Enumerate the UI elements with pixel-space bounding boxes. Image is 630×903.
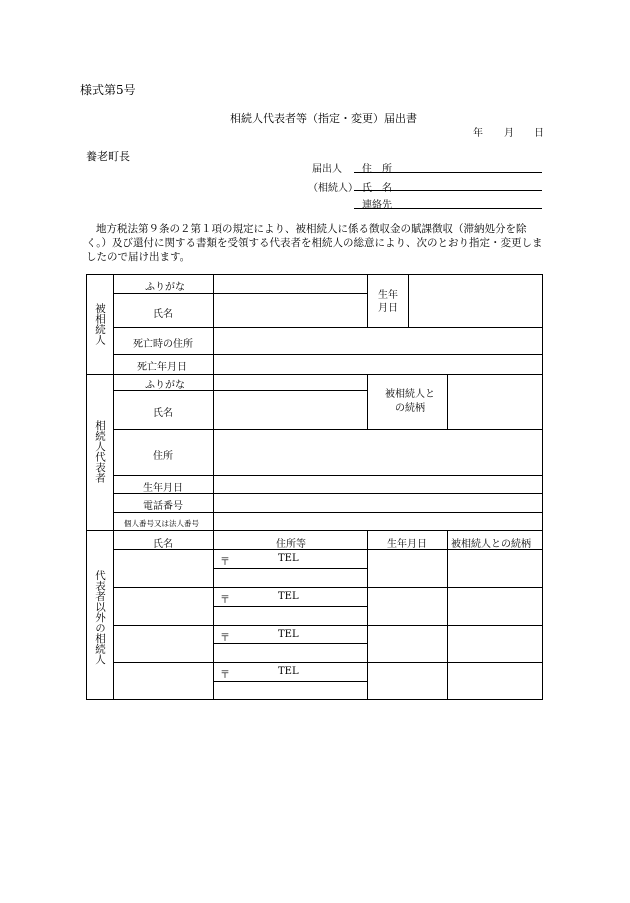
heir-row-3-postal: 〒: [220, 633, 230, 644]
rep-address-label: 住所: [153, 451, 173, 462]
col-birth-header: 生年月日: [387, 539, 427, 550]
heir-row-2-tel: TEL: [278, 591, 299, 602]
submitter-contact-line: [354, 208, 542, 209]
rep-birth-label: 生年月日: [143, 483, 183, 494]
date-month: 月: [504, 128, 514, 139]
col-relation-header: 被相続人との続柄: [451, 539, 531, 550]
rep-name-label: 氏名: [153, 408, 173, 419]
submitter-address-line: [354, 172, 542, 173]
submitter-name-label: 氏 名: [362, 183, 392, 194]
heir-row-2-postal: 〒: [220, 595, 230, 606]
deceased-birth-label: 生年月日: [378, 290, 398, 314]
submitter-contact-label: 連絡先: [362, 200, 392, 211]
heir-row-1-tel: TEL: [278, 553, 299, 564]
deceased-name-label: 氏名: [153, 309, 173, 320]
heir-row-1-postal: 〒: [220, 557, 230, 568]
section-representative: 相続人代表者: [94, 420, 106, 483]
addressee: 養老町長: [86, 150, 130, 163]
rep-relation-label: 被相続人との続柄: [385, 389, 435, 414]
deceased-address-label: 死亡時の住所: [133, 339, 193, 350]
heir-row-4-postal: 〒: [220, 670, 230, 681]
col-address-header: 住所等: [276, 539, 306, 550]
rep-furigana-label: ふりがな: [145, 380, 185, 391]
declaration-paragraph: 地方税法第９条の２第１項の規定により、被相続人に係る徴収金の賦課徴収（滞納処分を除く。）及び還付に関する書類を受領する代表者を相続人の総意により、次のとおり指定・変更しましたので届け出ます。: [86, 223, 543, 263]
section-deceased: 被相続人: [94, 303, 106, 345]
deceased-furigana-label: ふりがな: [145, 282, 185, 293]
submitter-heir-label: （相続人）: [308, 183, 358, 194]
submitter-address-label: 住 所: [362, 164, 392, 175]
submitter-label: 届出人: [312, 164, 342, 175]
form-number: 様式第5号: [80, 83, 136, 97]
date-year: 年: [473, 128, 483, 139]
submitter-name-line: [354, 190, 542, 191]
heir-row-4-tel: TEL: [278, 666, 299, 677]
date-day: 日: [534, 128, 544, 139]
col-name-header: 氏名: [153, 539, 173, 550]
rep-phone-label: 電話番号: [143, 501, 183, 512]
form-title: 相続人代表者等（指定・変更）届出書: [230, 112, 417, 125]
deceased-death-date-label: 死亡年月日: [137, 362, 187, 373]
rep-id-label: 個人番号又は法人番号: [124, 519, 199, 528]
section-other-heirs: 代表者以外の相続人: [94, 570, 106, 665]
heir-row-3-tel: TEL: [278, 629, 299, 640]
